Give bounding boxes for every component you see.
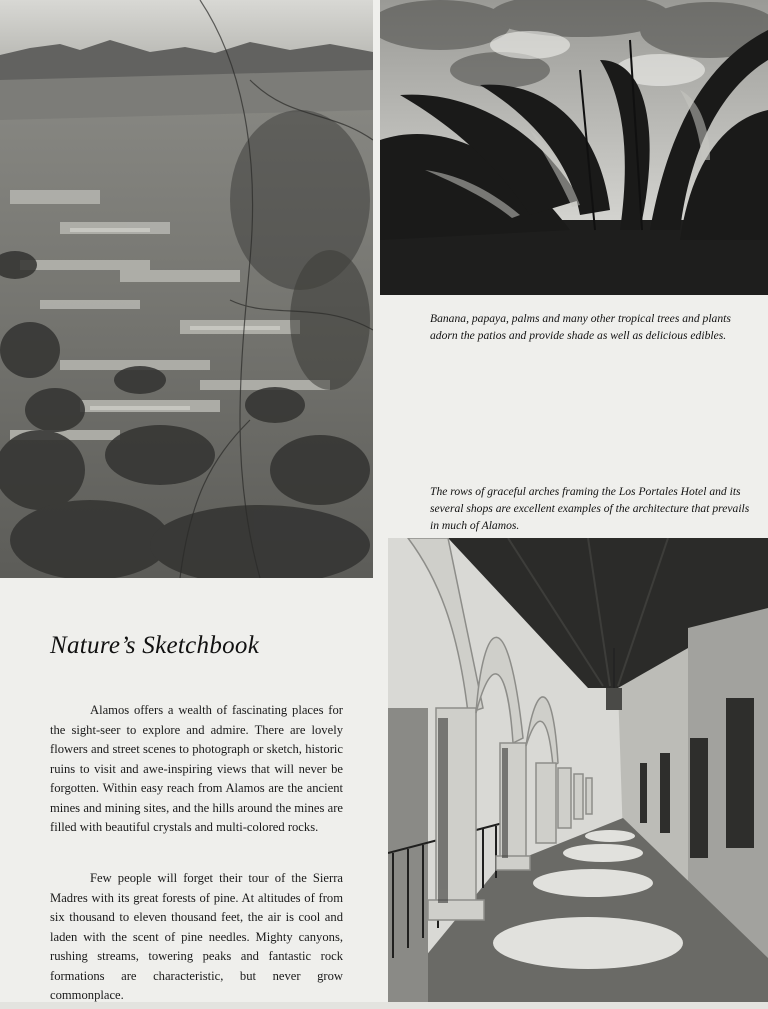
body-paragraph-2: Few people will forget their tour of the Sierra Madres with its great forests of pine. At altitudes of from six thousand to eleven thousand feet, the air is cool and laden with the scent of pine needles. Mighty canyons, rushing streams, towering peaks and fantastic rock formations are characteristic, but never grow commonplace. (50, 871, 343, 1002)
town-view-illustration (0, 0, 373, 578)
body-paragraph-1: Alamos offers a wealth of fascinating places for the sight-seer to explore and admire. There are lovely flowers and street scenes to photograph or sketch, historic ruins to visit and awe-inspiring views that will never be forgotten. Within easy reach from Alamos are the ancient mines and mining sites, and the hills around the mines are filled with beautiful crystals and multi-colored rocks. (50, 703, 343, 834)
palms-illustration (380, 0, 768, 295)
arches-illustration (388, 538, 768, 1002)
caption-arches: The rows of graceful arches framing the Los Portales Hotel and its several shops are excellent examples of the architecture that prevails in much of Alamos. (430, 485, 750, 532)
photo-town-view (0, 0, 373, 578)
page-edge (0, 1002, 768, 1009)
photo-palms (380, 0, 768, 295)
section-title: Nature’s Sketchbook (50, 632, 260, 659)
photo-arches (388, 538, 768, 1002)
caption-palms: Banana, papaya, palms and many other tropical trees and plants adorn the patios and provide shade as well as delicious edibles. (430, 312, 731, 342)
